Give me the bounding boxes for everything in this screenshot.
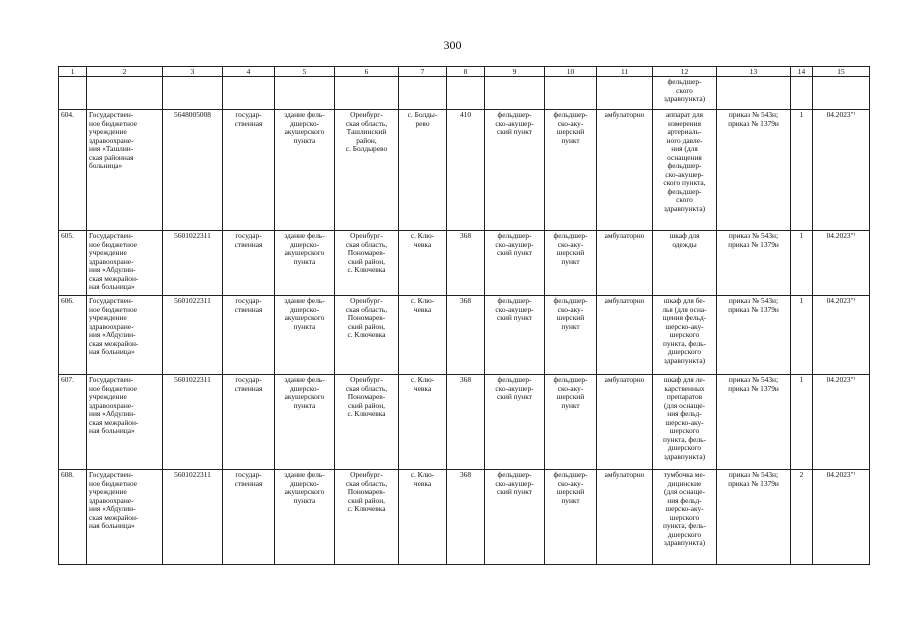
- quantity-cell: 1: [791, 110, 813, 231]
- equipment-cell: шкаф для одежды: [653, 231, 717, 296]
- row-number-cell: 605.: [59, 231, 87, 296]
- inn-cell: 5648005008: [163, 110, 223, 231]
- inn-cell: 5601022311: [163, 470, 223, 565]
- date-cell: 04.2023"⁾: [813, 470, 870, 565]
- equipment-cell: фельдшер- ского здравпункта): [653, 77, 717, 110]
- settlement-cell: с. Клю- чевка: [399, 470, 447, 565]
- equipment-table: [58, 66, 870, 565]
- table-row: [59, 296, 870, 375]
- unit-type-cell: фельдшер- ско-аку- шерский пункт: [545, 231, 597, 296]
- address-cell: Оренбург- ская область, Пономарев- ский район, с. Ключевка: [335, 296, 399, 375]
- unit-type-cell: фельдшер- ско-аку- шерский пункт: [545, 375, 597, 470]
- column-header: 10: [545, 67, 597, 77]
- unit-type-cell: фельдшер- ско-аку- шерский пункт: [545, 110, 597, 231]
- unit-cell: фельдшер- ско-акушер- ский пункт: [485, 375, 545, 470]
- column-header: 12: [653, 67, 717, 77]
- settlement-cell: с. Клю- чевка: [399, 296, 447, 375]
- table-row: [59, 375, 870, 470]
- order-cell: приказ № 543н; приказ № 1379н: [717, 296, 791, 375]
- quantity-cell: 2: [791, 470, 813, 565]
- order-cell: приказ № 543н; приказ № 1379н: [717, 470, 791, 565]
- column-header: 6: [335, 67, 399, 77]
- equipment-cell: аппарат для измерения артериаль- ного давле- ния (для оснащения фельдшер- ско-акушер- ского пункта, фельдшер- ского здравпункта): [653, 110, 717, 231]
- column-header: 1: [59, 67, 87, 77]
- equipment-cell: тумбочка ме- дицинские (для оснаще- ния фельд- шерско-аку- шерского пункта, фель- дшерского здравпункта): [653, 470, 717, 565]
- column-header: 13: [717, 67, 791, 77]
- inn-cell: 5601022311: [163, 375, 223, 470]
- organization-cell: Государствен- ное бюджетное учреждение здравоохране- ния «Абдулин- ская межрайон- ная больница»: [87, 375, 163, 470]
- ownership-cell: государ- ственная: [223, 375, 275, 470]
- ownership-cell: государ- ственная: [223, 470, 275, 565]
- column-header: 4: [223, 67, 275, 77]
- organization-cell: Государствен- ное бюджетное учреждение здравоохране- ния «Ташлин- ская районная больница»: [87, 110, 163, 231]
- column-header: 3: [163, 67, 223, 77]
- row-number-cell: 606.: [59, 296, 87, 375]
- column-header: 8: [447, 67, 485, 77]
- ownership-cell: государ- ственная: [223, 231, 275, 296]
- unit-cell: фельдшер- ско-акушер- ский пункт: [485, 231, 545, 296]
- order-cell: приказ № 543н; приказ № 1379н: [717, 375, 791, 470]
- settlement-cell: с. Клю- чевка: [399, 375, 447, 470]
- building-cell: здание фель- дшерско- акушерского пункта: [275, 375, 335, 470]
- address-cell: Оренбург- ская область, Пономарев- ский район, с. Ключевка: [335, 375, 399, 470]
- inn-cell: 5601022311: [163, 296, 223, 375]
- date-cell: 04.2023"⁾: [813, 296, 870, 375]
- care-form-cell: амбулаторно: [597, 375, 653, 470]
- unit-cell: фельдшер- ско-акушер- ский пункт: [485, 296, 545, 375]
- order-cell: приказ № 543н; приказ № 1379н: [717, 231, 791, 296]
- column-header: 9: [485, 67, 545, 77]
- date-cell: 04.2023"⁾: [813, 231, 870, 296]
- quantity-cell: 1: [791, 296, 813, 375]
- care-form-cell: амбулаторно: [597, 110, 653, 231]
- address-cell: Оренбург- ская область, Ташлинский район, с. Болдырево: [335, 110, 399, 231]
- date-cell: 04.2023"⁾: [813, 375, 870, 470]
- row-number-cell: 604.: [59, 110, 87, 231]
- organization-cell: Государствен- ное бюджетное учреждение здравоохране- ния «Абдулин- ская межрайон- ная больница»: [87, 231, 163, 296]
- organization-cell: Государствен- ное бюджетное учреждение здравоохране- ния «Абдулин- ская межрайон- ная больница»: [87, 296, 163, 375]
- table-row: [59, 110, 870, 231]
- building-cell: здание фель- дшерско- акушерского пункта: [275, 110, 335, 231]
- unit-type-cell: фельдшер- ско-аку- шерский пункт: [545, 296, 597, 375]
- continuation-row: [59, 77, 870, 110]
- code-cell: 410: [447, 110, 485, 231]
- column-header: 7: [399, 67, 447, 77]
- settlement-cell: с. Клю- чевка: [399, 231, 447, 296]
- date-cell: 04.2023"⁾: [813, 110, 870, 231]
- building-cell: здание фель- дшерско- акушерского пункта: [275, 296, 335, 375]
- equipment-cell: шкаф для ле- карственных препаратов (для оснаще- ния фельд- шерско-аку- шерского пункта, фель- дшерского здравпункта): [653, 375, 717, 470]
- row-number-cell: 608.: [59, 470, 87, 565]
- column-header: 11: [597, 67, 653, 77]
- ownership-cell: государ- ственная: [223, 296, 275, 375]
- order-cell: приказ № 543н; приказ № 1379н: [717, 110, 791, 231]
- code-cell: 368: [447, 470, 485, 565]
- ownership-cell: государ- ственная: [223, 110, 275, 231]
- code-cell: 368: [447, 375, 485, 470]
- column-header: 15: [813, 67, 870, 77]
- column-header: 2: [87, 67, 163, 77]
- settlement-cell: с. Болды- рево: [399, 110, 447, 231]
- address-cell: Оренбург- ская область, Пономарев- ский район, с. Ключевка: [335, 470, 399, 565]
- table-row: [59, 470, 870, 565]
- unit-type-cell: фельдшер- ско-аку- шерский пункт: [545, 470, 597, 565]
- column-header: 14: [791, 67, 813, 77]
- quantity-cell: 1: [791, 231, 813, 296]
- code-cell: 368: [447, 296, 485, 375]
- care-form-cell: амбулаторно: [597, 231, 653, 296]
- unit-cell: фельдшер- ско-акушер- ский пункт: [485, 110, 545, 231]
- address-cell: Оренбург- ская область, Пономарев- ский район, с. Ключевка: [335, 231, 399, 296]
- code-cell: 368: [447, 231, 485, 296]
- care-form-cell: амбулаторно: [597, 296, 653, 375]
- building-cell: здание фель- дшерско- акушерского пункта: [275, 231, 335, 296]
- quantity-cell: 1: [791, 375, 813, 470]
- care-form-cell: амбулаторно: [597, 470, 653, 565]
- equipment-cell: шкаф для бе- лья (для осна- щения фельд- шерско-аку- шерского пункта, фель- дшерского здравпункта): [653, 296, 717, 375]
- table-row: [59, 231, 870, 296]
- building-cell: здание фель- дшерско- акушерского пункта: [275, 470, 335, 565]
- column-number-row: [59, 67, 870, 77]
- row-number-cell: 607.: [59, 375, 87, 470]
- unit-cell: фельдшер- ско-акушер- ский пункт: [485, 470, 545, 565]
- organization-cell: Государствен- ное бюджетное учреждение здравоохране- ния «Абдулин- ская межрайон- ная больница»: [87, 470, 163, 565]
- inn-cell: 5601022311: [163, 231, 223, 296]
- column-header: 5: [275, 67, 335, 77]
- page-number: 300: [443, 38, 462, 52]
